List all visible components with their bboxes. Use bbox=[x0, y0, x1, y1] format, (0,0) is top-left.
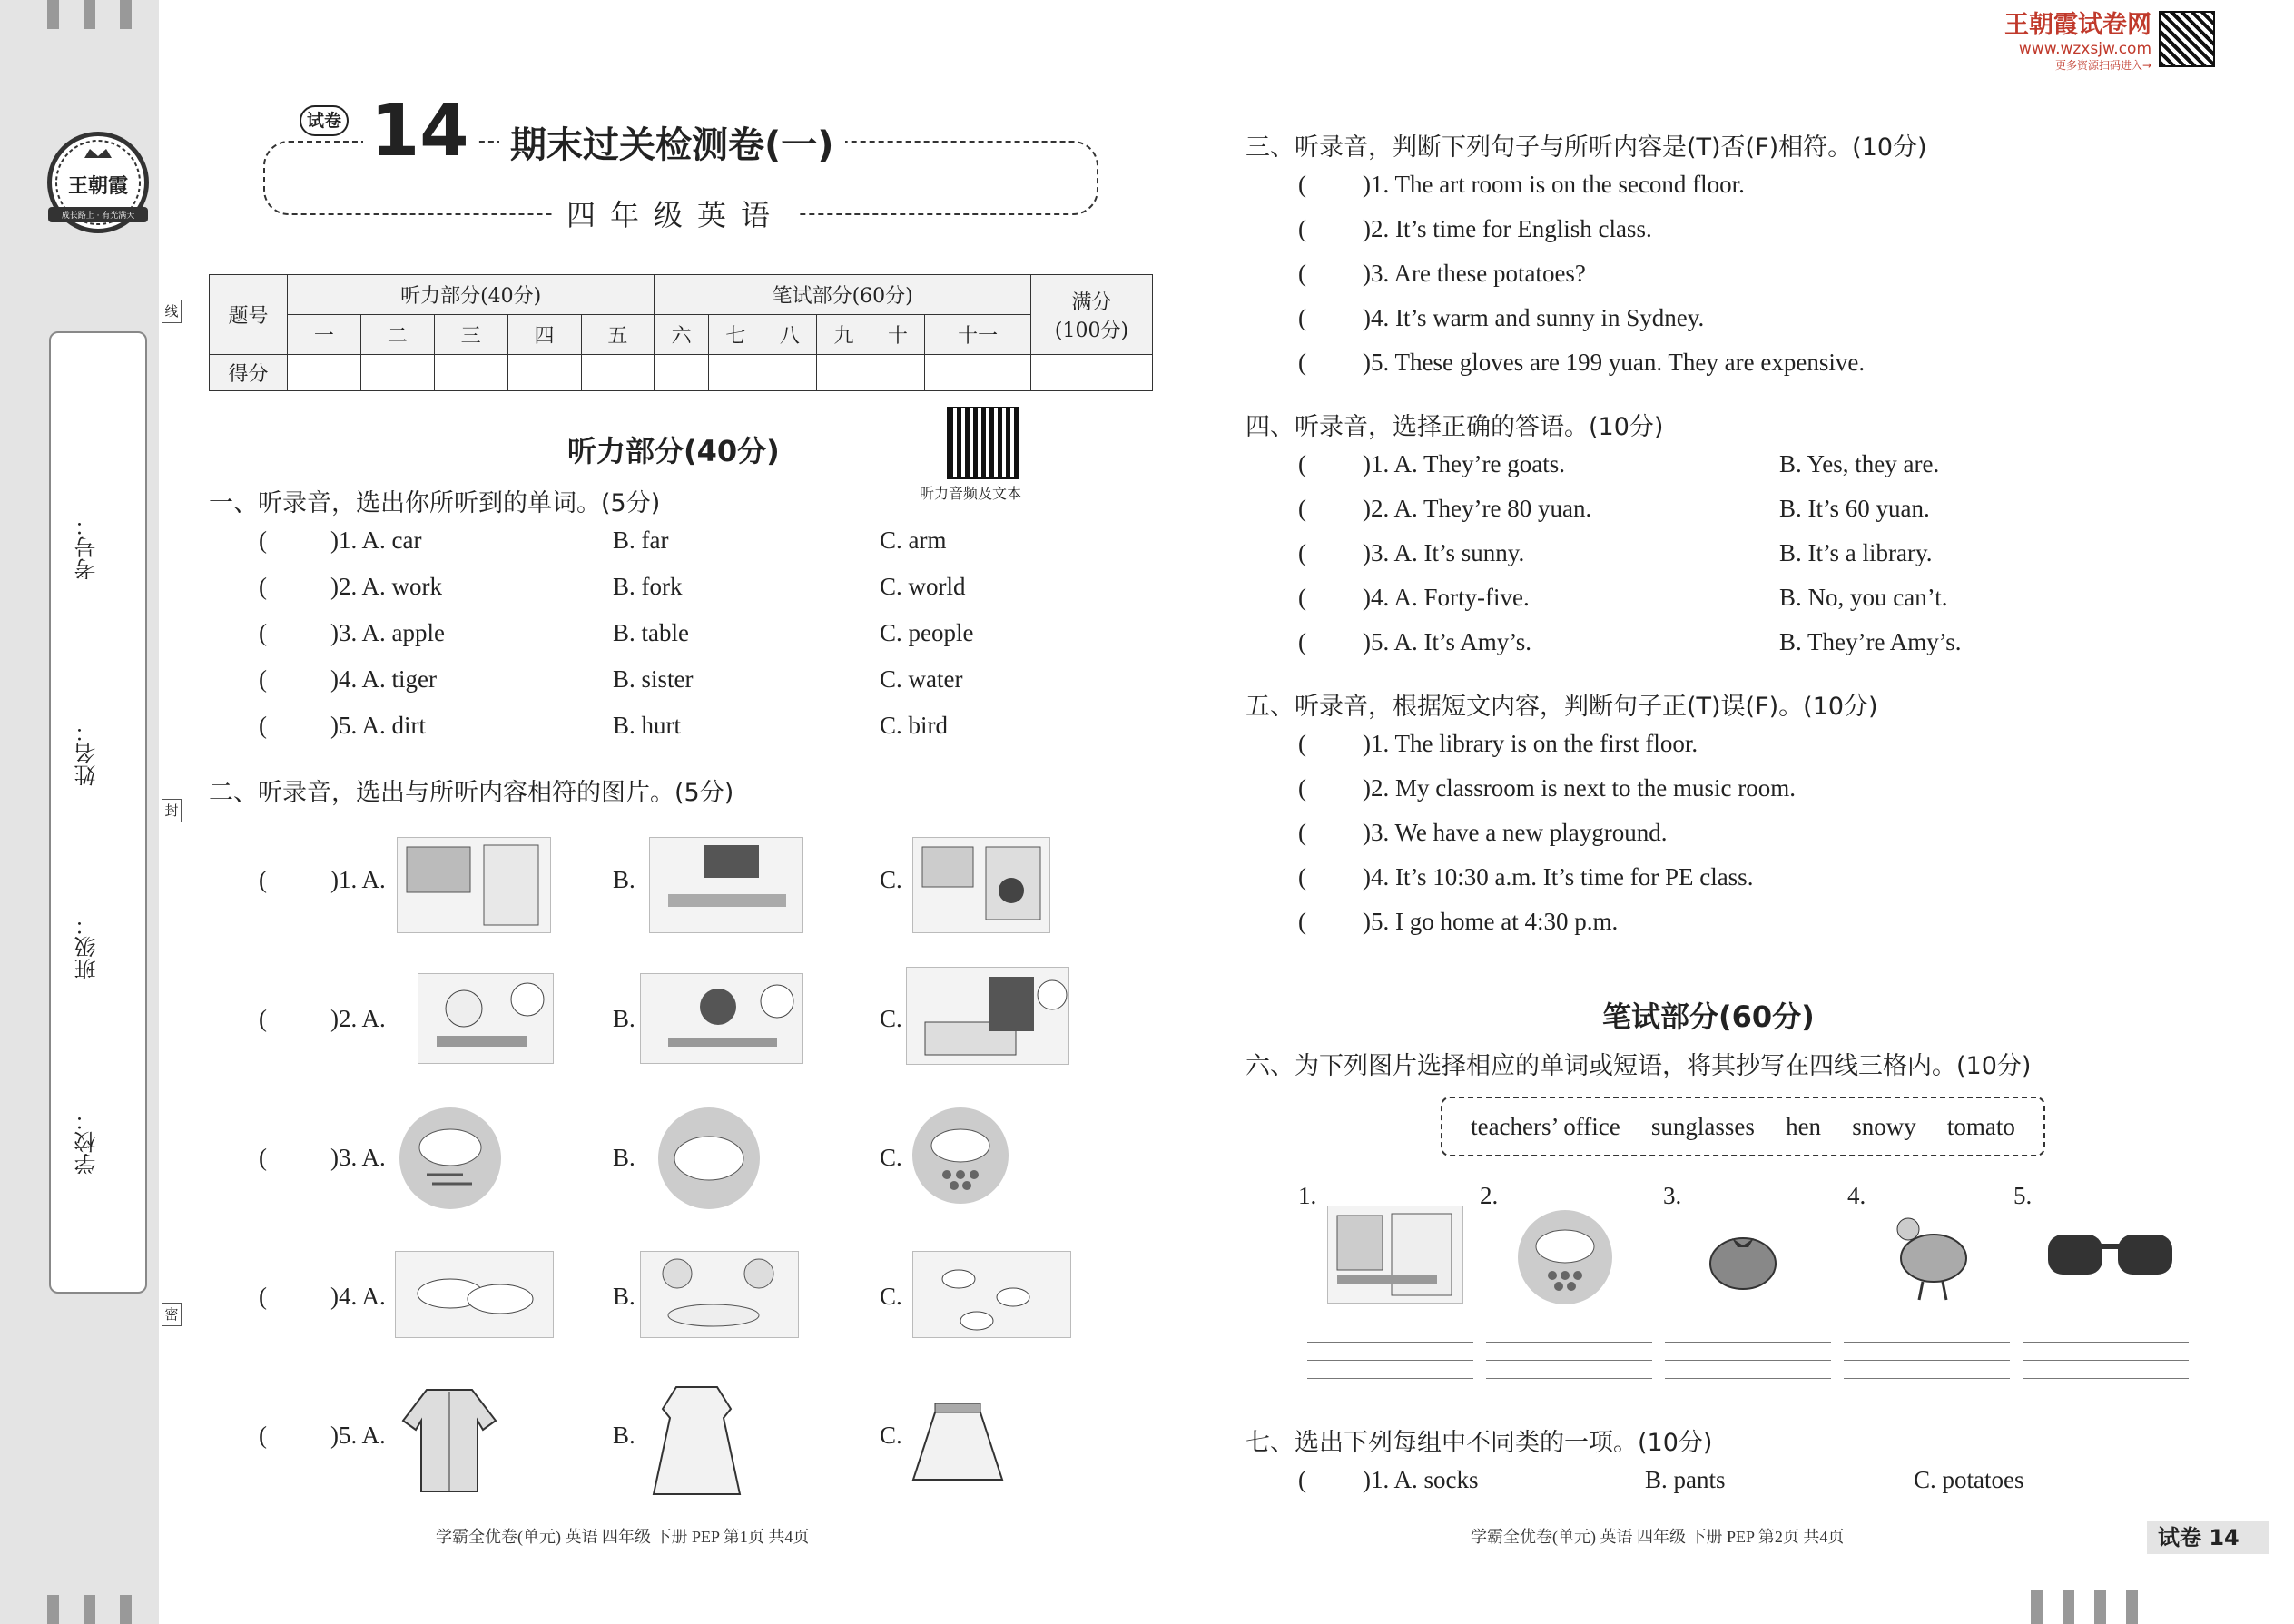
paper-badge: 试卷 bbox=[300, 105, 349, 136]
answer-paren[interactable]: ( bbox=[1298, 628, 1306, 655]
cut-mark: 密 bbox=[162, 1303, 182, 1326]
part6-heading: 六、为下列图片选择相应的单词或短语，将其抄写在四线三格内。(10分) bbox=[1245, 1052, 2032, 1080]
statement: )3. Are these potatoes? bbox=[1363, 260, 1586, 287]
watermark-url[interactable]: www.wzxsjw.com bbox=[2018, 40, 2151, 58]
option-c: C. bbox=[880, 1144, 902, 1171]
score-cell[interactable] bbox=[763, 355, 817, 391]
question-number: 七 bbox=[708, 315, 763, 355]
answer-paren[interactable]: ( bbox=[1298, 260, 1306, 287]
cloudy-icon[interactable] bbox=[658, 1107, 760, 1209]
binding-bar bbox=[47, 0, 59, 29]
option-b: B. bbox=[613, 1422, 635, 1449]
statement: )3. We have a new playground. bbox=[1363, 819, 1668, 846]
score-cell[interactable] bbox=[434, 355, 507, 391]
answer-paren[interactable]: ( bbox=[1298, 215, 1306, 242]
option-c: C. world bbox=[880, 573, 966, 600]
question-number: 十 bbox=[871, 315, 925, 355]
dress-icon[interactable] bbox=[640, 1382, 753, 1500]
answer-paren[interactable]: ( bbox=[1298, 171, 1306, 198]
answer-paren[interactable]: ( bbox=[1298, 908, 1306, 935]
question-number: 八 bbox=[763, 315, 817, 355]
answer-paren[interactable]: ( bbox=[259, 866, 267, 893]
answer-paren[interactable]: ( bbox=[259, 1422, 267, 1449]
score-cell[interactable] bbox=[581, 355, 655, 391]
answer-paren[interactable]: ( bbox=[259, 1005, 267, 1032]
option-b: B. bbox=[613, 1283, 635, 1310]
option-a: )1. A. car bbox=[330, 527, 422, 554]
word-option: hen bbox=[1786, 1112, 1822, 1140]
binding-bar bbox=[84, 0, 95, 29]
word-option: teachers’ office bbox=[1471, 1112, 1620, 1140]
answer-paren[interactable]: ( bbox=[259, 1144, 267, 1171]
binding-bar bbox=[2063, 1590, 2074, 1624]
option-b: B. bbox=[613, 1144, 635, 1171]
word-option: tomato bbox=[1946, 1112, 2015, 1140]
jacket-icon[interactable] bbox=[399, 1384, 499, 1495]
option-a: )3. A. bbox=[330, 1144, 386, 1171]
option-b: B. far bbox=[613, 527, 669, 554]
paper-number: 14 bbox=[363, 91, 477, 172]
binding-bar bbox=[47, 1595, 59, 1624]
part2-list bbox=[259, 817, 1076, 1516]
answer-paren[interactable]: ( bbox=[259, 573, 267, 600]
part2-heading: 二、听录音，选出与所听内容相符的图片。(5分) bbox=[209, 779, 734, 807]
option-c: C. arm bbox=[880, 527, 947, 554]
score-table bbox=[209, 274, 1153, 391]
option-a: )1. A. socks bbox=[1363, 1466, 1479, 1493]
answer-paren[interactable]: ( bbox=[259, 712, 267, 739]
full-score-cell: 满分 (100分) bbox=[1031, 275, 1153, 355]
question-number: 九 bbox=[817, 315, 871, 355]
writing-lines[interactable] bbox=[1665, 1324, 1831, 1380]
logo bbox=[47, 132, 149, 233]
class-label: 班级： bbox=[74, 914, 100, 979]
classroom-desks-icon[interactable] bbox=[649, 837, 803, 933]
option-a: )1. A. bbox=[330, 866, 386, 893]
option-b: B. Yes, they are. bbox=[1779, 450, 1940, 477]
paper-tab: 试卷 14 bbox=[2147, 1521, 2269, 1554]
writing-lines[interactable] bbox=[1844, 1324, 2010, 1380]
answer-paren[interactable]: ( bbox=[1298, 304, 1306, 331]
part5-heading: 五、听录音，根据短文内容，判断句子正(T)误(F)。(10分) bbox=[1245, 693, 1878, 721]
item-number: 3. bbox=[1663, 1182, 1682, 1209]
binding-bar bbox=[84, 1595, 95, 1624]
question-number: 五 bbox=[581, 315, 655, 355]
option-a: )2. A. bbox=[330, 1005, 386, 1032]
option-c: C. bbox=[880, 1283, 902, 1310]
option-b: B. fork bbox=[613, 573, 683, 600]
ducks-icon[interactable] bbox=[912, 1251, 1071, 1338]
option-b: B. pants bbox=[1645, 1466, 1726, 1493]
score-cell[interactable] bbox=[507, 355, 581, 391]
part4-heading: 四、听录音，选择正确的答语。(10分) bbox=[1245, 413, 1664, 441]
tomato-icon[interactable] bbox=[1707, 1225, 1779, 1291]
statement: )1. The art room is on the second floor. bbox=[1363, 171, 1745, 198]
item-number: 1. bbox=[1298, 1182, 1317, 1209]
score-cell[interactable] bbox=[925, 355, 1031, 391]
answer-paren[interactable]: ( bbox=[1298, 495, 1306, 522]
option-a: )3. A. apple bbox=[330, 619, 445, 646]
writing-header: 笔试部分(60分) bbox=[655, 275, 1031, 315]
answer-paren[interactable]: ( bbox=[259, 527, 267, 554]
question-number: 三 bbox=[434, 315, 507, 355]
word-bank bbox=[1441, 1097, 2045, 1156]
watermark-brand: 王朝霞试卷网 bbox=[2004, 11, 2151, 39]
question-number: 六 bbox=[655, 315, 709, 355]
option-b: B. table bbox=[613, 619, 689, 646]
statement: )1. The library is on the first floor. bbox=[1363, 730, 1698, 757]
logo-motto: 成长路上 · 有光满天 bbox=[48, 207, 148, 222]
qr-code[interactable] bbox=[2159, 11, 2215, 67]
name-label: 姓名： bbox=[74, 721, 100, 786]
option-b: B. hurt bbox=[613, 712, 682, 739]
option-a: )5. A. bbox=[330, 1422, 386, 1449]
option-a: )2. A. work bbox=[330, 573, 442, 600]
item-number: 5. bbox=[2013, 1182, 2033, 1209]
option-c: C. water bbox=[880, 665, 963, 693]
boy-eating-icon[interactable] bbox=[418, 973, 554, 1064]
option-a: )4. A. Forty-five. bbox=[1363, 584, 1530, 611]
option-c: C. bird bbox=[880, 712, 949, 739]
option-a: )3. A. It’s sunny. bbox=[1363, 539, 1525, 566]
statement: )4. It’s warm and sunny in Sydney. bbox=[1363, 304, 1705, 331]
student-info-panel bbox=[49, 331, 147, 1294]
paper-title: 期末过关检测卷(一) bbox=[499, 116, 845, 168]
classroom-window-icon[interactable] bbox=[397, 837, 551, 933]
binding-bar bbox=[2031, 1590, 2043, 1624]
option-a: )4. A. bbox=[330, 1283, 386, 1310]
listening-header: 听力部分(40分) bbox=[288, 275, 655, 315]
teachers-office-icon[interactable] bbox=[1327, 1206, 1463, 1304]
statement: )4. It’s 10:30 a.m. It’s time for PE class. bbox=[1363, 863, 1754, 891]
exam-number-label: 考号： bbox=[74, 515, 100, 580]
writing-lines[interactable] bbox=[2023, 1324, 2189, 1380]
snowy-icon[interactable] bbox=[912, 1107, 1009, 1204]
watermark bbox=[1997, 11, 2151, 73]
writing-lines[interactable] bbox=[1307, 1324, 1473, 1380]
qr-caption: 听力音频及文本 bbox=[920, 485, 1022, 502]
statement: )5. I go home at 4:30 p.m. bbox=[1363, 908, 1619, 935]
hen-icon[interactable] bbox=[1886, 1206, 1974, 1305]
statement: )5. These gloves are 199 yuan. They are expensive. bbox=[1363, 349, 1866, 376]
answer-paren[interactable]: ( bbox=[259, 665, 267, 693]
horses-icon[interactable] bbox=[395, 1251, 554, 1338]
school-label: 学校： bbox=[74, 1109, 100, 1175]
score-cell[interactable] bbox=[288, 355, 361, 391]
part3-heading: 三、听录音，判断下列句子与所听内容是(T)否(F)相符。(10分) bbox=[1245, 133, 1927, 162]
answer-paren[interactable]: ( bbox=[259, 1283, 267, 1310]
option-a: )5. A. It’s Amy’s. bbox=[1363, 628, 1532, 655]
logo-text: 王朝霞 bbox=[67, 174, 128, 198]
answer-paren[interactable]: ( bbox=[1298, 1466, 1306, 1493]
cut-mark: 封 bbox=[162, 799, 182, 822]
score-label: 得分 bbox=[210, 355, 288, 391]
footer-right: 学霸全优卷(单元) 英语 四年级 下册 PEP 第2页 共4页 bbox=[1471, 1528, 1845, 1546]
option-a: )4. A. tiger bbox=[330, 665, 437, 693]
answer-paren[interactable]: ( bbox=[1298, 349, 1306, 376]
answer-paren[interactable]: ( bbox=[1298, 774, 1306, 802]
snowy-weather-icon[interactable] bbox=[1518, 1210, 1612, 1304]
answer-paren[interactable]: ( bbox=[259, 619, 267, 646]
binding-bar bbox=[120, 1595, 132, 1624]
option-c: C. bbox=[880, 1422, 902, 1449]
binding-bar bbox=[2126, 1590, 2138, 1624]
statement: )2. It’s time for English class. bbox=[1363, 215, 1652, 242]
word-option: snowy bbox=[1852, 1112, 1916, 1140]
question-number: 十一 bbox=[925, 315, 1031, 355]
sunglasses-icon[interactable] bbox=[2044, 1227, 2176, 1282]
writing-lines[interactable] bbox=[1486, 1324, 1652, 1380]
answer-paren[interactable]: ( bbox=[1298, 819, 1306, 846]
option-a: )1. A. They’re goats. bbox=[1363, 450, 1565, 477]
option-a: )2. A. They’re 80 yuan. bbox=[1363, 495, 1592, 522]
option-c: C. people bbox=[880, 619, 974, 646]
listening-title: 听力部分(40分) bbox=[567, 434, 780, 468]
binding-bar bbox=[2094, 1590, 2106, 1624]
score-cell[interactable] bbox=[360, 355, 434, 391]
option-b: B. It’s 60 yuan. bbox=[1779, 495, 1930, 522]
answer-paren[interactable]: ( bbox=[1298, 730, 1306, 757]
option-b: B. No, you can’t. bbox=[1779, 584, 1948, 611]
option-b: B. It’s a library. bbox=[1779, 539, 1933, 566]
item-number: 2. bbox=[1480, 1182, 1499, 1209]
question-number: 二 bbox=[360, 315, 434, 355]
score-cell[interactable] bbox=[817, 355, 871, 391]
table-label: 题号 bbox=[210, 275, 288, 355]
question-number: 一 bbox=[288, 315, 361, 355]
cut-mark: 线 bbox=[162, 300, 182, 323]
girl-eating-icon[interactable] bbox=[640, 973, 803, 1064]
farm-animals-icon[interactable] bbox=[640, 1251, 799, 1338]
score-cell[interactable] bbox=[1031, 355, 1153, 391]
windy-icon[interactable] bbox=[399, 1107, 501, 1209]
part1-heading: 一、听录音，选出你所听到的单词。(5分) bbox=[209, 489, 661, 517]
paper-subtitle: 四年级英语 bbox=[554, 192, 797, 234]
music-room-icon[interactable] bbox=[912, 837, 1050, 933]
answer-paren[interactable]: ( bbox=[1298, 863, 1306, 891]
answer-paren[interactable]: ( bbox=[1298, 450, 1306, 477]
question-number: 四 bbox=[507, 315, 581, 355]
score-cell[interactable] bbox=[655, 355, 709, 391]
writing-title: 笔试部分(60分) bbox=[1602, 999, 1815, 1034]
score-cell[interactable] bbox=[708, 355, 763, 391]
option-a: )5. A. dirt bbox=[330, 712, 426, 739]
option-b: B. bbox=[613, 866, 635, 893]
score-cell[interactable] bbox=[871, 355, 925, 391]
audio-qr-code[interactable] bbox=[947, 407, 1019, 479]
part7-heading: 七、选出下列每组中不同类的一项。(10分) bbox=[1245, 1429, 1713, 1457]
skirt-icon[interactable] bbox=[908, 1398, 1008, 1489]
watermark-more: 更多资源扫码进入→ bbox=[2054, 59, 2151, 72]
option-c: C. bbox=[880, 866, 902, 893]
footer-left: 学霸全优卷(单元) 英语 四年级 下册 PEP 第1页 共4页 bbox=[436, 1528, 810, 1546]
word-option: sunglasses bbox=[1650, 1112, 1755, 1140]
option-c: C. potatoes bbox=[1914, 1466, 2024, 1493]
option-b: B. They’re Amy’s. bbox=[1779, 628, 1962, 655]
answer-paren[interactable]: ( bbox=[1298, 539, 1306, 566]
answer-paren[interactable]: ( bbox=[1298, 584, 1306, 611]
girl-in-bed-icon[interactable] bbox=[906, 967, 1069, 1065]
item-number: 4. bbox=[1847, 1182, 1866, 1209]
option-c: C. bbox=[880, 1005, 902, 1032]
binding-bar bbox=[120, 0, 132, 29]
option-b: B. bbox=[613, 1005, 635, 1032]
statement: )2. My classroom is next to the music room. bbox=[1363, 774, 1796, 802]
option-b: B. sister bbox=[613, 665, 694, 693]
